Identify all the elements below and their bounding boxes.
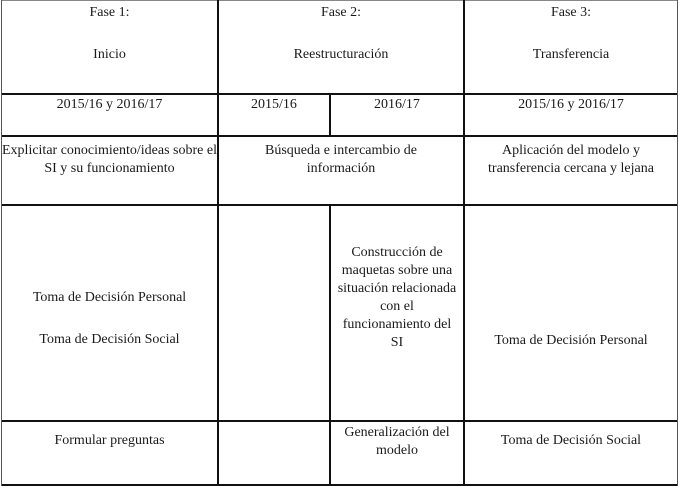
phase-1-header bbox=[2, 4, 217, 92]
phase-1-activities bbox=[2, 206, 217, 420]
phase-2-objective-text: Búsqueda e intercambio de información bbox=[264, 143, 417, 176]
phase-2b-activity: Construcción de maquetas sobre una situación relacionada con el funcionamiento del SI bbox=[337, 245, 457, 350]
phase-3-objective: Aplicación del modelo y transferencia cercana y lejana bbox=[488, 143, 654, 176]
table-border-bottom bbox=[1, 484, 678, 486]
phase-1-years: 2015/16 y 2016/17 bbox=[56, 97, 163, 112]
phase-3-years: 2015/16 y 2016/17 bbox=[518, 97, 624, 112]
row-divider bbox=[1, 420, 678, 422]
phase-name: Transferencia bbox=[532, 47, 610, 62]
phase-1-objective: Explicitar conocimiento/ideas sobre el SI y su funcionamiento bbox=[2, 143, 217, 176]
phase-2b-final: Generalización del modelo bbox=[344, 425, 450, 458]
phase-3-header bbox=[465, 4, 677, 92]
row-divider bbox=[1, 135, 678, 137]
phase-name: Inicio bbox=[93, 47, 126, 62]
phase-table bbox=[1, 0, 678, 487]
phase-label: Fase 2: bbox=[320, 5, 362, 20]
activity-item: Toma de Decisión Social bbox=[39, 332, 180, 347]
row-divider bbox=[1, 93, 678, 95]
phase-2-year-a: 2015/16 bbox=[251, 97, 297, 112]
phase-3-final: Toma de Decisión Social bbox=[500, 433, 642, 448]
phase-2-header bbox=[219, 4, 463, 92]
table-border-right bbox=[677, 0, 678, 486]
phase-1-final: Formular preguntas bbox=[54, 433, 165, 448]
phase-2-year-b: 2016/17 bbox=[374, 97, 420, 112]
phase-3-activity: Toma de Decisión Personal bbox=[494, 333, 648, 348]
table-border-top bbox=[1, 0, 678, 1]
phase-label: Fase 1: bbox=[89, 5, 130, 20]
phase-2-objective bbox=[219, 142, 463, 178]
phase-label: Fase 3: bbox=[550, 5, 592, 20]
activity-item: Toma de Decisión Personal bbox=[32, 290, 187, 305]
phase-name: Reestructuración bbox=[293, 47, 389, 62]
